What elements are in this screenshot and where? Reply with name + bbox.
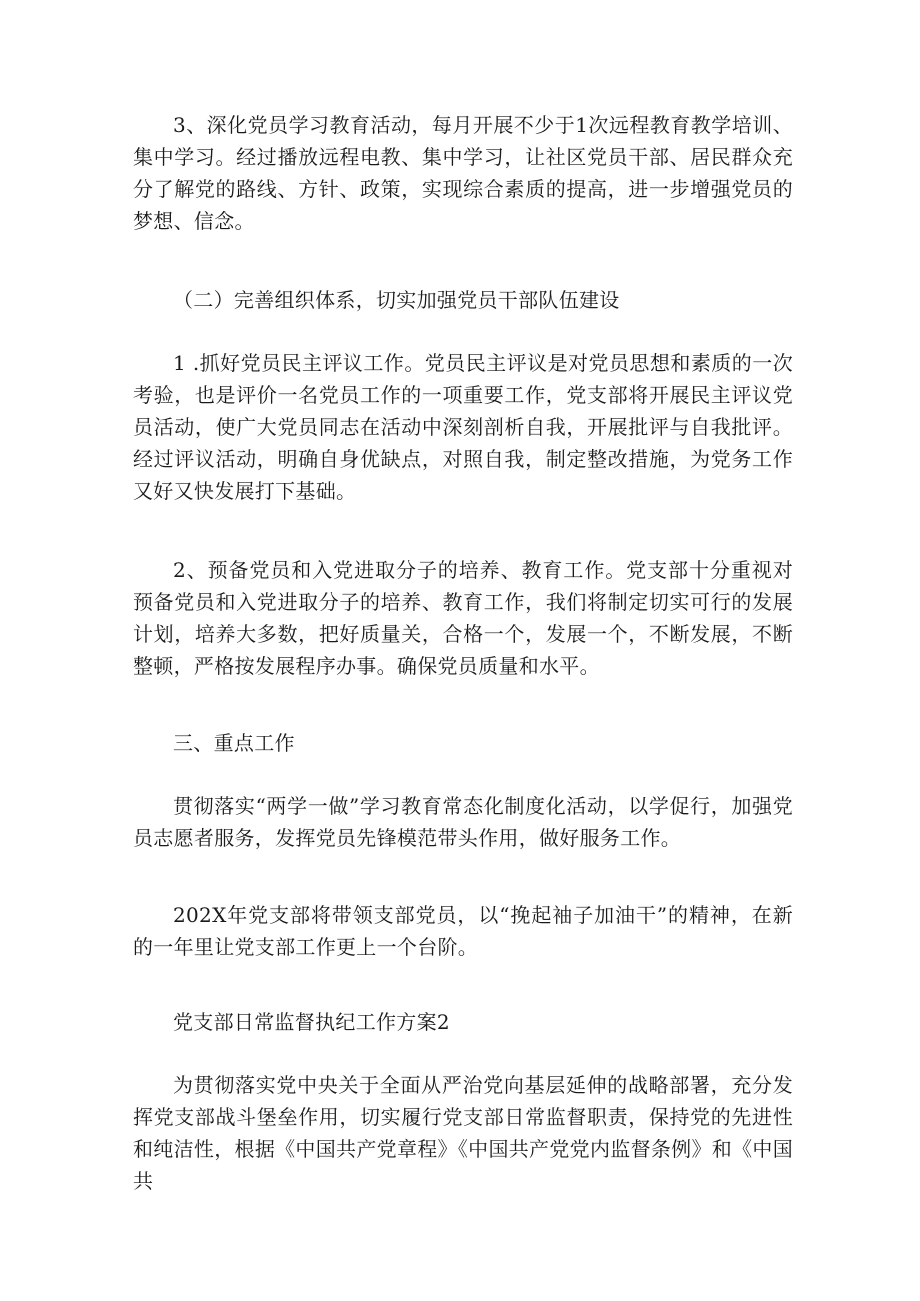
paragraph-year-goal: 202X年党支部将带领支部党员，以“挽起袖子加油干”的精神，在新的一年里让党支部工作更上一个台阶。 — [133, 903, 793, 959]
section-heading-organization: （二）完善组织体系，切实加强党员干部队伍建设 — [173, 288, 620, 312]
document-page — [133, 0, 793, 1301]
paragraph-democratic-evaluation: 1 .抓好党员民主评议工作。党员民主评议是对党员思想和素质的一次考验，也是评价一名党员工作的一项重要工作，党支部将开展民主评议党员活动，使广大党员同志在活动中深刻剖析自我，开展批评与自我批评。经过评议活动，明确自身优缺点，对照自我，制定整改措施，为党务工作又好又快发展打下基础。 — [133, 351, 793, 503]
paragraph-implementation: 贯彻落实“两学一做”学习教育常态化制度化活动，以学促行，加强党员志愿者服务，发挥党员先锋模范带头作用，做好服务工作。 — [133, 794, 793, 850]
paragraph-study-education: 3、深化党员学习教育活动，每月开展不少于1次远程教育教学培训、集中学习。经过播放远程电教、集中学习，让社区党员干部、居民群众充分了解党的路线、方针、政策，实现综合素质的提高，进一步增强党员的梦想、信念。 — [133, 113, 793, 233]
document-subtitle: 党支部日常监督执纪工作方案2 — [173, 1010, 450, 1034]
paragraph-purpose: 为贯彻落实党中央关于全面从严治党向基层延伸的战略部署，充分发挥党支部战斗堡垒作用，切实履行党支部日常监督职责，保持党的先进性和纯洁性，根据《中国共产党章程》《中国共产党党内监督条例》和《中国共 — [133, 1073, 793, 1193]
paragraph-probationary-members: 2、预备党员和入党进取分子的培养、教育工作。党支部十分重视对预备党员和入党进取分子的培养、教育工作，我们将制定切实可行的发展计划，培养大多数，把好质量关，合格一个，发展一个，不断发展，不断整顿，严格按发展程序办事。确保党员质量和水平。 — [133, 558, 793, 678]
section-heading-key-work: 三、重点工作 — [173, 731, 295, 755]
